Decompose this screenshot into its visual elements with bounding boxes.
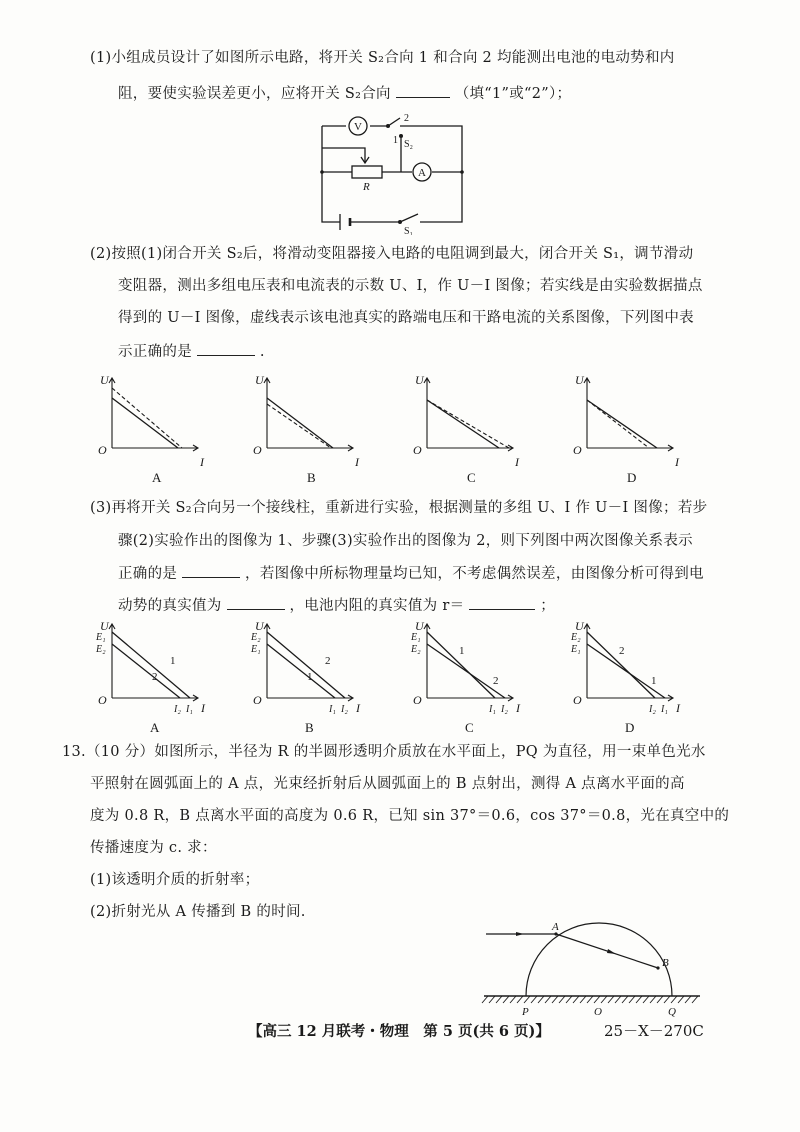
y-axis [264,624,270,698]
x-axis [112,695,198,701]
y-axis [584,378,590,448]
option-label: D [627,470,637,485]
q13-sub1: (1)该透明介质的折射率； [90,872,260,888]
x-axis [267,695,353,701]
i-tick-b: I₂ [341,704,348,715]
line-2 [427,644,505,698]
series-1-label: 1 [459,645,465,657]
part1-line1: (1)小组成员设计了如图所示电路，将开关 S₂合向 1 和合向 2 均能测出电池的电动势和内 [90,50,675,66]
x-axis [587,445,673,451]
part3-line2: 骤(2)实验作出的图像为 1、步骤(3)实验作出的图像为 2，则下列图中两次图像关系表示 [118,533,693,549]
exam-code: 25－X－270C [604,1022,704,1040]
q13-line2: 平照射在圆弧面上的 A 点，光束经折射后从圆弧面上的 B 点射出，测得 A 点离水平面的高 [90,776,685,792]
graph-set-1 [90,370,710,488]
series-1-label: 1 [307,671,313,683]
part2-end: . [259,344,265,360]
e-top-label: E₂ [571,632,581,643]
x-axis [427,445,513,451]
solid-line [267,398,333,448]
series-2-label: 2 [325,655,331,667]
series-2-label: 2 [152,671,158,683]
y-axis [424,378,430,448]
origin-label: O [253,693,262,707]
axis-u-label: U [415,373,424,387]
part3-text-c: 动势的真实值为 [118,598,222,614]
axis-u-label: U [100,373,109,387]
option-label: A [150,720,160,735]
option-label: B [307,470,316,485]
line-1 [587,644,665,698]
pos2-label: 2 [404,113,409,124]
part3-text-d: ，电池内阻的真实值为 r＝ [289,598,465,614]
pos1-label: 1 [393,135,398,146]
line-2 [267,632,345,698]
axis-i-label: I [515,455,519,469]
point-p-label: P [522,1006,529,1018]
arrow-icon [516,932,524,936]
i-tick-a: I₂ [649,704,656,715]
origin-label: O [413,693,422,707]
q13-line1: 13.（10 分）如图所示，半径为 R 的半圆形透明介质放在水平面上，PQ 为直径，用一束单色光水 [62,744,706,760]
axis-u-label: U [255,373,264,387]
part3-text-e: ； [540,598,556,614]
uv-graph2-B [250,619,361,735]
uv-graph-B [253,373,360,485]
origin-label: O [253,443,262,457]
axis-i-label: I [356,701,360,715]
circuit-diagram [300,110,480,235]
line-1 [112,632,190,698]
dashed-line [112,388,182,448]
axis-i-label: I [675,455,679,469]
x-axis [267,445,353,451]
option-label: D [625,720,635,735]
option-label: C [465,720,474,735]
uv-graph-C [413,373,520,485]
resistor-label: R [363,181,370,193]
option-label: B [305,720,314,735]
axis-i-label: I [355,455,359,469]
i-tick-b: I₁ [661,704,668,715]
line-2 [112,644,180,698]
graph-set-2 [88,618,708,738]
ammeter-label: A [418,167,426,179]
axis-i-label: I [201,701,205,715]
option-label: A [152,470,162,485]
axis-i-label: I [676,701,680,715]
line-2 [587,632,655,698]
dashed-line [587,400,649,448]
series-1-label: 1 [651,675,657,687]
i-tick-a: I₁ [329,704,336,715]
part3-line4 [118,595,555,616]
answer-blank-3[interactable] [182,563,240,578]
axis-u-label: U [415,619,424,633]
answer-blank-1[interactable] [396,83,450,98]
resistor-icon [352,166,382,178]
uv-graph2-D [570,619,681,735]
e-top-label: E₁ [96,632,106,643]
line-1 [267,644,335,698]
dashed-line [427,400,509,448]
axis-u-label: U [100,619,109,633]
voltmeter-label: V [354,121,362,133]
series-2-label: 2 [619,645,625,657]
dashed-line [267,404,331,448]
axis-u-label: U [575,619,584,633]
origin-label: O [573,443,582,457]
origin-label: O [413,443,422,457]
answer-blank-4[interactable] [227,595,285,610]
y-axis [109,624,115,698]
part3-text-a: 正确的是 [118,566,178,582]
part2-line4 [118,341,265,362]
part3-line1: (3)再将开关 S₂合向另一个接线柱，重新进行实验，根据测量的多组 U、I 作 U－I 图像；若步 [90,500,708,516]
semicircle-figure [478,918,708,1018]
page-footer: 【高三 12 月联考・物理 第 5 页(共 6 页)】 [248,1023,550,1040]
i-tick-a: I₁ [489,704,496,715]
y-axis [424,624,430,698]
series-1-label: 1 [170,655,176,667]
uv-graph-D [573,373,680,485]
e-bottom-label: E₂ [96,644,106,655]
x-axis [587,695,673,701]
part3-text-b: ，若图像中所标物理量均已知，不考虑偶然误差，由图像分析可得到电 [245,566,704,582]
origin-label: O [98,693,107,707]
e-bottom-label: E₁ [571,644,581,655]
solid-line [427,400,499,448]
option-label: C [467,470,476,485]
solid-line [587,400,657,448]
part2-line3: 得到的 U－I 图像，虚线表示该电池真实的路端电压和干路电流的关系图像，下列图中表 [118,310,694,326]
part1-line2 [118,83,571,104]
axis-i-label: I [200,455,204,469]
answer-blank-2[interactable] [197,341,255,356]
origin-label: O [573,693,582,707]
i-tick-b: I₂ [501,704,508,715]
uv-graph2-C [410,619,521,735]
y-axis [264,378,270,448]
s1-label: S₁ [404,226,414,235]
arrow-icon [607,949,616,954]
part3-line3 [118,563,704,584]
e-top-label: E₂ [251,632,261,643]
solid-line [112,398,178,448]
y-axis [584,624,590,698]
part2-line1: (2)按照(1)闭合开关 S₂后，将滑动变阻器接入电路的电阻调到最大，闭合开关 S₁，调节滑动 [90,246,694,262]
line-1 [427,632,495,698]
q13-line4: 传播速度为 c. 求： [90,840,217,856]
part1-text: 阻，要使实验误差更小，应将开关 S₂合向 [118,86,391,102]
e-bottom-label: E₁ [251,644,261,655]
e-bottom-label: E₂ [411,644,421,655]
part1-hint: （填“1”或“2”）； [454,86,572,102]
uv-graph2-A [95,619,206,735]
refracted-ray [556,934,658,968]
point-b-label: B [662,957,669,969]
axis-u-label: U [575,373,584,387]
axis-i-label: I [516,701,520,715]
part2-line2: 变阻器，测出多组电压表和电流表的示数 U、I，作 U－I 图像；若实线是由实验数据描点 [118,278,703,294]
e-top-label: E₁ [411,632,421,643]
part2-text: 示正确的是 [118,344,192,360]
i-tick-a: I₂ [174,704,181,715]
point-a-label: A [552,921,559,933]
i-tick-b: I₁ [186,704,193,715]
s2-label: S₂ [404,139,414,150]
point-o-label: O [594,1006,602,1018]
point-q-label: Q [668,1006,676,1018]
x-axis [112,445,198,451]
uv-graph-A [98,373,205,485]
q13-line3: 度为 0.8 R，B 点离水平面的高度为 0.6 R，已知 sin 37°＝0.6，cos 37°＝0.8，光在真空中的 [90,808,730,824]
q13-sub2: (2)折射光从 A 传播到 B 的时间. [90,904,306,920]
origin-label: O [98,443,107,457]
answer-blank-5[interactable] [469,595,535,610]
series-2-label: 2 [493,675,499,687]
axis-u-label: U [255,619,264,633]
x-axis [427,695,513,701]
